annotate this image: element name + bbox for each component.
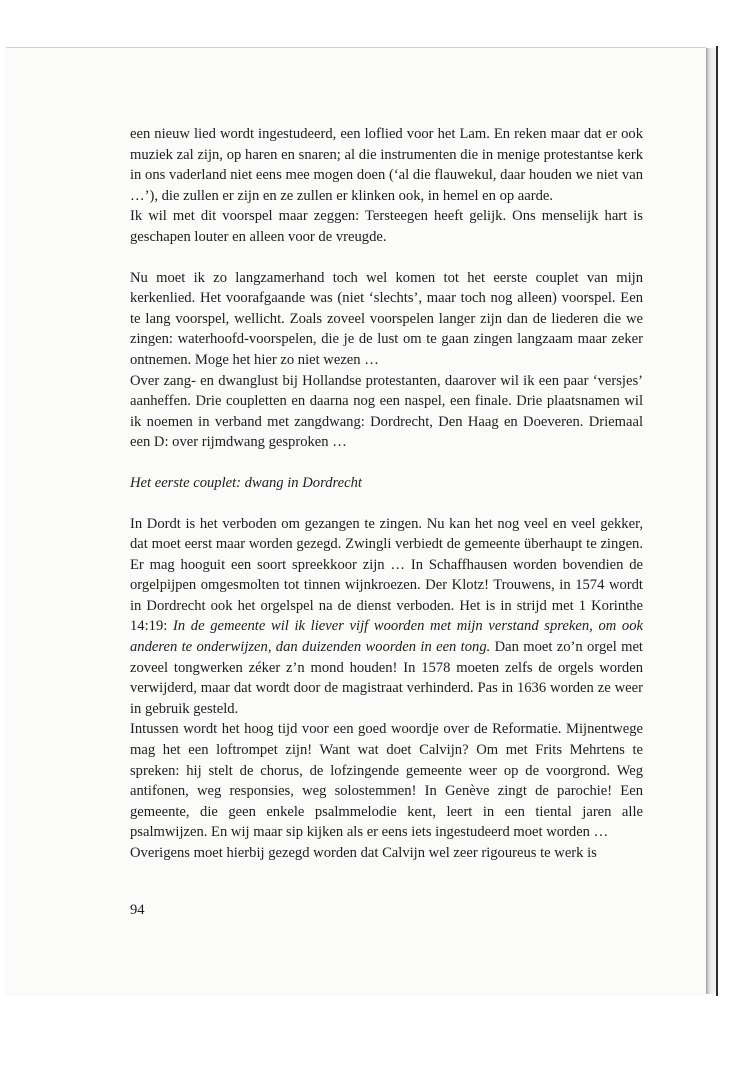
page-number: 94: [130, 902, 145, 918]
paragraph-gap: [130, 494, 643, 514]
paragraph: [130, 514, 643, 720]
paragraph-gap: [130, 453, 643, 473]
book-spine-edge: [716, 46, 718, 996]
section-heading: Het eerste couplet: dwang in Dordrecht: [130, 474, 362, 491]
paragraph: Overigens moet hierbij gezegd worden dat Calvijn wel zeer rigoureus te werk is: [130, 845, 597, 861]
paragraph: Over zang- en dwanglust bij Hollandse protestanten, daarover wil ik een paar ‘versjes’ aanheffen. Drie coupletten en daarna nog een naspel, een finale. Drie plaatsnamen wil ik noemen in verband met zangdwang: Dordrecht, Den Haag en Doeveren. Driemaal een D: over rijmdwang gesproken …: [130, 372, 643, 451]
paragraph: een nieuw lied wordt ingestudeerd, een loflied voor het Lam. En reken maar dat er ook muziek zal zijn, op haren en snaren; al die instrumenten die in menige protestantse kerk in ons vaderland niet eens mee mogen doen (‘al die flauwekul, daar houden we niet van …’), die zullen er zijn en ze zullen er klinken ook, in hemel en op aarde.: [130, 126, 643, 204]
paragraph: Intussen wordt het hoog tijd voor een goed woordje over de Reformatie. Mijnentwege mag het een loftrompet zijn! Want wat doet Calvijn? Om met Frits Mehrtens te spreken: hij stelt de chorus, de lofzingende gemeente weer op de voorgrond. Weg antifonen, weg responsies, weg solostemmen! In Genève zingt de parochie! Een gemeente, die geen enkele psalmmelodie kent, leert in een tiental jaren alle psalmwijzen. En wij maar sip kijken als er eens iets ingestudeerd moet worden …: [130, 721, 643, 841]
paragraph-text: Dan moet zo’n orgel met zoveel tongwerken zéker z’n mond houden! In 1578 moeten zelfs de orgels worden verwijderd, maar dat wordt door de magistraat verhinderd. Pas in 1636 worden ze weer in gebruik gesteld.: [130, 639, 643, 717]
bible-quote: In de gemeente wil ik liever vijf woorden met mijn verstand spreken, om ook anderen te onderwijzen, dan duizenden woorden in een tong.: [130, 618, 644, 656]
paragraph-text: In Dordt is het verboden om gezangen te zingen. Nu kan het nog veel en veel gekker, dat moet eerst maar worden gezegd. Zwingli verbiedt de gemeente überhaupt te zingen. Er mag hooguit een soort spreekkoor zijn … In Schaffhausen worden bovendien de orgelpijpen omgesmolten tot tinnen wijnkroezen. Der Klotz! Trouwens, in 1574 wordt in Dordrecht ook het orgelspel na de dienst verboden. Het is in strijd met 1 Korinthe 14:19:: [130, 515, 643, 635]
paragraph: Nu moet ik zo langzamerhand toch wel komen tot het eerste couplet van mijn kerkenlied. Het voorafgaande was (niet ‘slechts’, maar toch nog alleen) voorspel. Een te lang voorspel, wellicht. Zoals zoveel voorspelen langer zijn dan de liederen die we zingen: waterhoofd-voorspelen, die je de lust om te gaan zingen langzaam maar zeker ontnemen. Moge het hier zo niet wezen …: [130, 269, 643, 368]
body-text: [130, 124, 643, 864]
paragraph-gap: [130, 248, 643, 268]
paragraph: Ik wil met dit voorspel maar zeggen: Tersteegen heeft gelijk. Ons menselijk hart is geschapen louter en alleen voor de vreugde.: [130, 208, 643, 245]
